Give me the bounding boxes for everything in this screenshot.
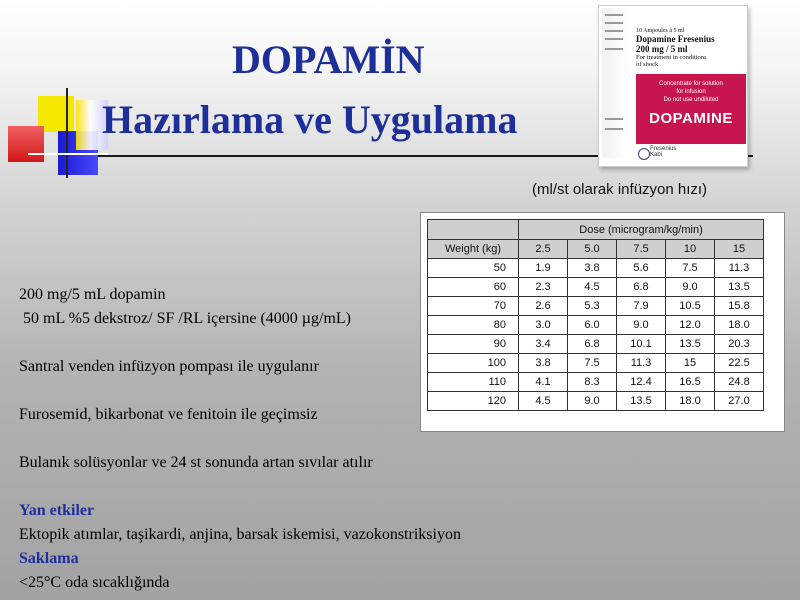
rate-cell: 16.5 [666, 373, 715, 392]
product-treatment-2: of shock [636, 61, 659, 68]
weight-cell: 60 [428, 278, 519, 297]
body-text [19, 283, 461, 595]
product-dose: 200 mg / 5 ml [636, 44, 688, 54]
rate-cell: 18.0 [666, 392, 715, 411]
rate-cell: 6.8 [568, 335, 617, 354]
table-row [428, 354, 764, 373]
side-effects-text: Ektopik atımlar, taşikardi, anjina, barsak iskemisi, vazokonstriksiyon [19, 526, 461, 543]
rate-cell: 18.0 [715, 316, 764, 335]
rate-cell: 9.0 [568, 392, 617, 411]
product-maker-2: Kabi [650, 152, 663, 158]
table-row [428, 316, 764, 335]
rate-cell: 10.1 [617, 335, 666, 354]
rate-cell: 5.6 [617, 259, 666, 278]
rate-cell: 7.9 [617, 297, 666, 316]
rate-cell: 24.8 [715, 373, 764, 392]
body-line: Santral venden infüzyon pompası ile uygulanır [19, 358, 319, 375]
product-treatment-1: For treatment in conditions [636, 54, 707, 61]
rate-cell: 6.0 [568, 316, 617, 335]
table-row [428, 259, 764, 278]
table-row [428, 297, 764, 316]
rate-cell: 22.5 [715, 354, 764, 373]
body-line: 200 mg/5 mL dopamin [19, 286, 166, 303]
rate-cell: 4.5 [568, 278, 617, 297]
table-row [428, 335, 764, 354]
infusion-rate-caption: (ml/st olarak infüzyon hızı) [532, 181, 708, 198]
product-name: Dopamine Fresenius [636, 34, 715, 44]
table-row [428, 278, 764, 297]
rate-cell: 6.8 [617, 278, 666, 297]
rate-cell: 5.3 [568, 297, 617, 316]
table-row [428, 373, 764, 392]
weight-cell: 100 [428, 354, 519, 373]
rate-cell: 7.5 [568, 354, 617, 373]
dose-group-header: Dose (microgram/kg/min) [519, 220, 764, 240]
dose-header: 15 [715, 240, 764, 259]
rate-cell: 3.0 [519, 316, 568, 335]
weight-cell: 70 [428, 297, 519, 316]
weight-cell: 80 [428, 316, 519, 335]
rate-cell: 12.4 [617, 373, 666, 392]
page-subtitle-title: Hazırlama ve Uygulama [102, 97, 518, 142]
body-line: 50 mL %5 dekstroz/ SF /RL içersine (4000 µg/mL) [19, 310, 351, 327]
dose-header: 5.0 [568, 240, 617, 259]
rate-cell: 15 [666, 354, 715, 373]
weight-cell: 110 [428, 373, 519, 392]
side-effects-heading: Yan etkiler [19, 502, 95, 519]
weight-header-spacer [428, 220, 519, 240]
dose-header: 10 [666, 240, 715, 259]
table-row [428, 392, 764, 411]
dose-header: 7.5 [617, 240, 666, 259]
rate-cell: 1.9 [519, 259, 568, 278]
storage-heading: Saklama [19, 550, 79, 567]
rate-cell: 2.6 [519, 297, 568, 316]
rate-cell: 9.0 [666, 278, 715, 297]
body-line: Furosemid, bikarbonat ve fenitoin ile geçimsiz [19, 406, 318, 423]
rate-cell: 4.1 [519, 373, 568, 392]
product-warning: Do not use undiluted [663, 97, 719, 103]
weight-cell: 50 [428, 259, 519, 278]
storage-text: <25°C oda sıcaklığında [19, 574, 170, 591]
rate-cell: 3.8 [519, 354, 568, 373]
body-line: Bulanık solüsyonlar ve 24 st sonunda artan sıvılar atılır [19, 454, 373, 471]
dose-table-body [428, 259, 764, 411]
product-brand: DOPAMINE [649, 110, 733, 127]
rate-cell: 7.5 [666, 259, 715, 278]
weight-cell: 120 [428, 392, 519, 411]
product-red-panel [636, 74, 746, 144]
rate-cell: 13.5 [666, 335, 715, 354]
dose-header: 2.5 [519, 240, 568, 259]
rate-cell: 10.5 [666, 297, 715, 316]
rate-cell: 2.3 [519, 278, 568, 297]
dose-table [427, 219, 764, 411]
product-maker-1: Fresenius [650, 146, 677, 152]
rate-cell: 9.0 [617, 316, 666, 335]
product-concentrate-2: for infusion [676, 89, 706, 95]
product-pack-text: 10 Ampoules à 5 ml [636, 28, 685, 34]
product-concentrate-1: Concentrate for solution [659, 81, 723, 87]
deco-horizontal-line-left [28, 153, 108, 155]
weight-header: Weight (kg) [428, 240, 519, 259]
dose-table-panel [420, 212, 785, 432]
product-box-side [602, 8, 628, 158]
rate-cell: 13.5 [617, 392, 666, 411]
rate-cell: 12.0 [666, 316, 715, 335]
rate-cell: 8.3 [568, 373, 617, 392]
weight-cell: 90 [428, 335, 519, 354]
rate-cell: 11.3 [715, 259, 764, 278]
rate-cell: 27.0 [715, 392, 764, 411]
rate-cell: 3.4 [519, 335, 568, 354]
rate-cell: 4.5 [519, 392, 568, 411]
page-title: DOPAMİN [232, 37, 425, 82]
rate-cell: 20.3 [715, 335, 764, 354]
rate-cell: 15.8 [715, 297, 764, 316]
product-box-label [636, 28, 746, 68]
rate-cell: 13.5 [715, 278, 764, 297]
rate-cell: 3.8 [568, 259, 617, 278]
deco-red-square [8, 126, 44, 162]
deco-vertical-line [66, 88, 68, 178]
rate-cell: 11.3 [617, 354, 666, 373]
product-maker [636, 146, 746, 158]
